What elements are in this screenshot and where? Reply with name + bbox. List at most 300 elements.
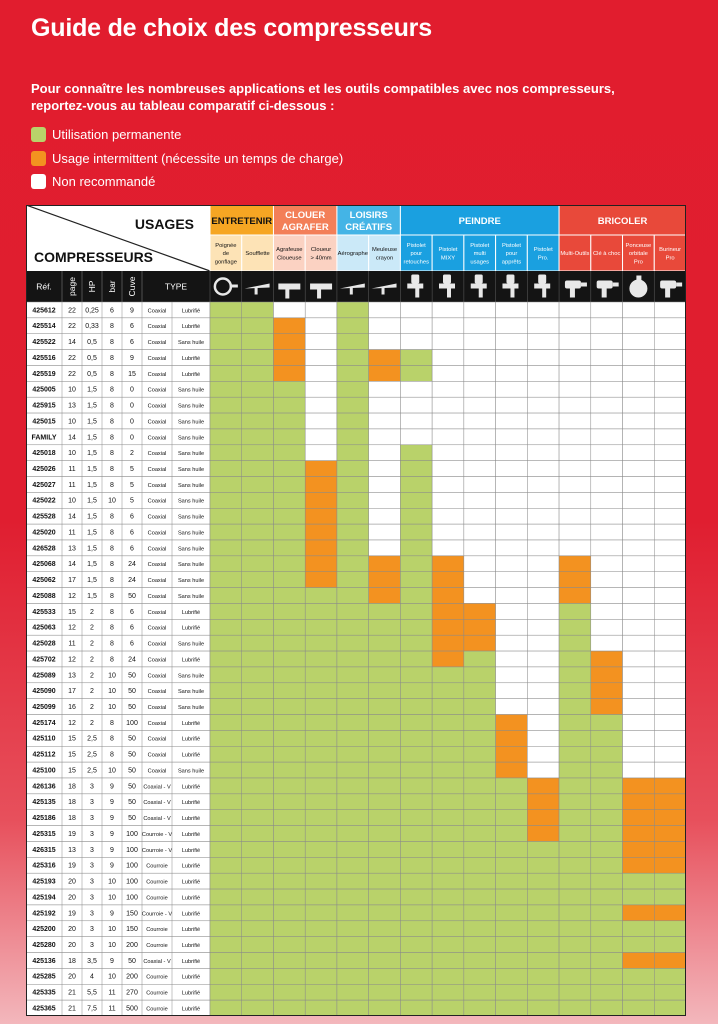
rating-cell bbox=[527, 413, 559, 429]
rating-cell bbox=[369, 334, 401, 350]
table-row bbox=[26, 1000, 686, 1016]
rating-cell bbox=[337, 715, 369, 731]
rating-cell bbox=[273, 762, 305, 778]
type-cell: Coaxial bbox=[147, 340, 167, 347]
rating-cell bbox=[527, 937, 559, 953]
rating-cell bbox=[464, 905, 496, 921]
type-cell: Coaxial bbox=[147, 514, 167, 521]
rating-cell bbox=[623, 381, 655, 397]
rating-cell bbox=[496, 381, 528, 397]
page-cell: 13 bbox=[68, 846, 76, 854]
rating-cell bbox=[305, 841, 337, 857]
ref-cell: 425028 bbox=[32, 640, 56, 648]
table-row bbox=[26, 334, 686, 350]
rating-cell bbox=[400, 635, 432, 651]
type-cell: Coaxial bbox=[147, 689, 167, 696]
type-cell: Coaxial bbox=[147, 673, 167, 680]
rating-cell bbox=[400, 984, 432, 1000]
rating-cell bbox=[527, 477, 559, 493]
rating-cell bbox=[305, 826, 337, 842]
oil-cell: Sans huile bbox=[177, 705, 205, 711]
rating-cell bbox=[591, 667, 623, 683]
bar-cell: 8 bbox=[110, 592, 114, 600]
type-cell: Coaxial bbox=[147, 308, 167, 315]
rating-cell bbox=[559, 667, 591, 683]
svg-text:Pistolet: Pistolet bbox=[501, 242, 521, 249]
type-cell: Coaxial bbox=[147, 419, 167, 426]
rating-cell bbox=[242, 318, 274, 334]
rating-cell bbox=[273, 445, 305, 461]
rating-cell bbox=[369, 699, 401, 715]
rating-cell bbox=[527, 492, 559, 508]
oil-cell: Lubrifié bbox=[181, 324, 201, 331]
oil-cell: Lubrifié bbox=[181, 784, 201, 791]
hp-cell: 3 bbox=[90, 862, 94, 870]
rating-cell bbox=[591, 683, 623, 699]
rating-cell bbox=[242, 635, 274, 651]
rating-cell bbox=[496, 984, 528, 1000]
rating-cell bbox=[400, 619, 432, 635]
page-cell: 22 bbox=[68, 307, 76, 315]
oil-cell: Lubrifié bbox=[181, 371, 201, 378]
rating-cell bbox=[337, 953, 369, 969]
ref-cell: 425026 bbox=[32, 466, 56, 473]
oil-cell: Lubrifié bbox=[181, 625, 201, 632]
rating-cell bbox=[400, 397, 432, 413]
rating-cell bbox=[559, 826, 591, 842]
rating-cell bbox=[464, 937, 496, 953]
bar-cell: 9 bbox=[110, 783, 114, 791]
rating-cell bbox=[369, 508, 401, 524]
rating-cell bbox=[369, 445, 401, 461]
hp-cell: 2 bbox=[90, 719, 94, 727]
rating-cell bbox=[527, 445, 559, 461]
type-cell: Coaxial bbox=[147, 355, 167, 362]
usages-label: USAGES bbox=[134, 216, 194, 232]
hp-cell: 1,5 bbox=[87, 450, 97, 458]
rating-cell bbox=[273, 302, 305, 318]
rating-cell bbox=[305, 635, 337, 651]
rating-cell bbox=[432, 810, 464, 826]
rating-cell bbox=[432, 397, 464, 413]
rating-cell bbox=[305, 905, 337, 921]
rating-cell bbox=[369, 540, 401, 556]
rating-cell bbox=[591, 937, 623, 953]
rating-cell bbox=[210, 937, 242, 953]
rating-cell bbox=[210, 365, 242, 381]
usage-group-header bbox=[210, 205, 273, 235]
rating-cell bbox=[496, 603, 528, 619]
bar-cell: 8 bbox=[110, 656, 114, 664]
rating-cell bbox=[400, 318, 432, 334]
ref-cell: 425174 bbox=[32, 719, 56, 727]
ref-cell: 425068 bbox=[32, 561, 56, 569]
tool-label-cell bbox=[559, 235, 591, 271]
ref-cell: 426315 bbox=[32, 846, 56, 854]
rating-cell bbox=[496, 715, 528, 731]
table-row bbox=[26, 588, 686, 604]
rating-cell bbox=[369, 524, 401, 540]
rating-cell bbox=[273, 953, 305, 969]
hp-cell: 1,5 bbox=[87, 561, 97, 569]
ref-cell: 425110 bbox=[32, 735, 56, 743]
rating-cell bbox=[432, 302, 464, 318]
rating-cell bbox=[496, 619, 528, 635]
rating-cell bbox=[527, 841, 559, 857]
rating-cell bbox=[273, 841, 305, 857]
svg-text:crayon: crayon bbox=[375, 255, 394, 262]
type-cell: Coaxial bbox=[147, 705, 167, 711]
rating-cell bbox=[305, 810, 337, 826]
rating-cell bbox=[591, 826, 623, 842]
rating-cell bbox=[400, 841, 432, 857]
rating-cell bbox=[305, 429, 337, 445]
svg-text:apprêts: apprêts bbox=[501, 259, 522, 266]
rating-cell bbox=[337, 302, 369, 318]
table-row bbox=[26, 699, 686, 715]
rating-cell bbox=[527, 461, 559, 477]
rating-cell bbox=[273, 968, 305, 984]
type-cell: Courroie bbox=[146, 863, 168, 870]
rating-cell bbox=[369, 318, 401, 334]
rating-cell bbox=[369, 1000, 401, 1016]
cuve-cell: 6 bbox=[130, 608, 134, 616]
page-cell: 19 bbox=[68, 830, 76, 838]
rating-cell bbox=[273, 746, 305, 762]
oil-cell: Lubrifié bbox=[181, 1006, 201, 1013]
oil-cell: Lubrifié bbox=[181, 974, 201, 981]
type-cell: Coaxial bbox=[147, 720, 167, 727]
legend-intermittent bbox=[31, 150, 343, 166]
rating-cell bbox=[273, 1000, 305, 1016]
oil-cell: Sans huile bbox=[177, 419, 205, 426]
rating-cell bbox=[210, 810, 242, 826]
type-cell: Coaxial bbox=[147, 657, 167, 664]
cuve-cell: 50 bbox=[128, 957, 136, 965]
cuve-cell: 6 bbox=[130, 339, 134, 347]
rating-cell bbox=[369, 826, 401, 842]
svg-text:usages: usages bbox=[470, 259, 490, 266]
rating-cell bbox=[337, 365, 369, 381]
rating-cell bbox=[210, 762, 242, 778]
rating-cell bbox=[337, 889, 369, 905]
rating-cell bbox=[432, 318, 464, 334]
rating-cell bbox=[623, 937, 655, 953]
rating-cell bbox=[432, 667, 464, 683]
rating-cell bbox=[400, 667, 432, 683]
rating-cell bbox=[273, 730, 305, 746]
page-cell: 14 bbox=[68, 561, 76, 569]
oil-cell: Sans huile bbox=[177, 482, 205, 489]
oil-cell: Sans huile bbox=[177, 641, 205, 648]
rating-cell bbox=[654, 778, 686, 794]
bar-cell: 8 bbox=[110, 735, 114, 743]
rating-cell bbox=[242, 334, 274, 350]
rating-cell bbox=[337, 492, 369, 508]
rating-cell bbox=[273, 397, 305, 413]
rating-cell bbox=[210, 397, 242, 413]
oil-cell: Sans huile bbox=[177, 673, 205, 680]
cuve-cell: 50 bbox=[128, 767, 136, 775]
svg-text:CRÉATIFS: CRÉATIFS bbox=[345, 222, 393, 233]
rating-cell bbox=[242, 683, 274, 699]
rating-cell bbox=[337, 984, 369, 1000]
ref-cell: 425099 bbox=[32, 704, 56, 711]
rating-cell bbox=[591, 857, 623, 873]
rating-cell bbox=[432, 968, 464, 984]
hp-cell: 4 bbox=[90, 973, 94, 981]
page-cell: 10 bbox=[68, 386, 76, 394]
rating-cell bbox=[210, 778, 242, 794]
rating-cell bbox=[464, 508, 496, 524]
rating-cell bbox=[527, 794, 559, 810]
rating-cell bbox=[591, 318, 623, 334]
rating-cell bbox=[591, 572, 623, 588]
rating-cell bbox=[654, 1000, 686, 1016]
rating-cell bbox=[559, 921, 591, 937]
rating-cell bbox=[654, 857, 686, 873]
oil-cell: Sans huile bbox=[177, 340, 205, 347]
rating-cell bbox=[496, 350, 528, 366]
page-cell: 12 bbox=[68, 719, 76, 727]
rating-cell bbox=[464, 667, 496, 683]
rating-cell bbox=[464, 762, 496, 778]
cuve-cell: 0 bbox=[130, 418, 134, 426]
cuve-cell: 2 bbox=[130, 450, 134, 458]
hp-cell: 3 bbox=[90, 910, 94, 918]
rating-cell bbox=[369, 905, 401, 921]
rating-cell bbox=[559, 477, 591, 493]
rating-cell bbox=[400, 350, 432, 366]
rating-cell bbox=[496, 921, 528, 937]
rating-cell bbox=[400, 429, 432, 445]
page-cell: 18 bbox=[68, 957, 76, 965]
ref-cell: 425136 bbox=[32, 957, 56, 965]
bar-cell: 9 bbox=[110, 815, 114, 823]
svg-text:AGRAFER: AGRAFER bbox=[281, 222, 329, 233]
rating-cell bbox=[623, 302, 655, 318]
rating-cell bbox=[654, 445, 686, 461]
table-row bbox=[26, 445, 686, 461]
svg-text:Aérographe: Aérographe bbox=[337, 251, 368, 258]
rating-cell bbox=[305, 477, 337, 493]
type-cell: Coaxial bbox=[147, 736, 167, 743]
rating-cell bbox=[559, 810, 591, 826]
table-row bbox=[26, 318, 686, 334]
hp-cell: 2 bbox=[90, 688, 94, 696]
rating-cell bbox=[210, 413, 242, 429]
page-cell: 10 bbox=[68, 450, 76, 458]
type-header: TYPE bbox=[164, 281, 188, 292]
page-cell: 11 bbox=[68, 481, 76, 489]
rating-cell bbox=[242, 746, 274, 762]
rating-cell bbox=[496, 477, 528, 493]
rating-cell bbox=[496, 1000, 528, 1016]
tool-label-cell bbox=[654, 235, 686, 271]
rating-cell bbox=[273, 588, 305, 604]
rating-cell bbox=[210, 381, 242, 397]
ref-cell: 425915 bbox=[32, 402, 56, 410]
rating-cell bbox=[432, 350, 464, 366]
rating-cell bbox=[400, 873, 432, 889]
rating-cell bbox=[210, 746, 242, 762]
hp-cell: 0,25 bbox=[85, 307, 99, 315]
rating-cell bbox=[210, 699, 242, 715]
svg-text:LOISIRS: LOISIRS bbox=[349, 210, 388, 221]
cuve-cell: 6 bbox=[130, 529, 134, 537]
rating-cell bbox=[305, 413, 337, 429]
table-row bbox=[26, 905, 686, 921]
page-cell: 19 bbox=[68, 862, 76, 870]
rating-cell bbox=[623, 857, 655, 873]
legend-permanent bbox=[31, 126, 181, 142]
usage-group-header bbox=[400, 205, 559, 235]
rating-cell bbox=[496, 794, 528, 810]
rating-cell bbox=[305, 953, 337, 969]
rating-cell bbox=[432, 778, 464, 794]
rating-cell bbox=[210, 603, 242, 619]
cuve-cell: 50 bbox=[128, 672, 136, 680]
page-cell: 15 bbox=[68, 751, 76, 759]
svg-text:ENTRETENIR: ENTRETENIR bbox=[211, 216, 273, 227]
rating-cell bbox=[559, 841, 591, 857]
rating-cell bbox=[464, 826, 496, 842]
rating-cell bbox=[591, 619, 623, 635]
page-cell: 17 bbox=[68, 688, 76, 696]
table-row bbox=[26, 350, 686, 366]
rating-cell bbox=[591, 699, 623, 715]
rating-cell bbox=[464, 794, 496, 810]
rating-cell bbox=[464, 445, 496, 461]
page-cell: 20 bbox=[68, 973, 76, 981]
oil-cell: Lubrifié bbox=[181, 958, 201, 965]
rating-cell bbox=[527, 683, 559, 699]
rating-cell bbox=[591, 873, 623, 889]
rating-cell bbox=[591, 635, 623, 651]
bar-cell: 11 bbox=[108, 1005, 116, 1013]
rating-cell bbox=[623, 508, 655, 524]
ref-cell: 425088 bbox=[32, 592, 56, 600]
rating-cell bbox=[210, 588, 242, 604]
rating-cell bbox=[432, 715, 464, 731]
rating-cell bbox=[496, 651, 528, 667]
rating-cell bbox=[527, 715, 559, 731]
page-cell: 18 bbox=[68, 815, 76, 823]
table-row bbox=[26, 810, 686, 826]
rating-cell bbox=[337, 778, 369, 794]
rating-cell bbox=[591, 794, 623, 810]
rating-cell bbox=[305, 556, 337, 572]
ref-cell: 425193 bbox=[32, 878, 56, 886]
bar-cell: 8 bbox=[110, 481, 114, 489]
rating-cell bbox=[559, 461, 591, 477]
rating-cell bbox=[305, 381, 337, 397]
rating-cell bbox=[559, 953, 591, 969]
type-cell: Coaxial bbox=[147, 482, 167, 489]
rating-cell bbox=[559, 540, 591, 556]
hp-cell: 2 bbox=[90, 656, 94, 664]
rating-cell bbox=[527, 619, 559, 635]
comparison-grid bbox=[26, 205, 686, 1016]
rating-cell bbox=[273, 699, 305, 715]
table-row bbox=[26, 635, 686, 651]
rating-cell bbox=[432, 651, 464, 667]
cuve-cell: 0 bbox=[130, 386, 134, 394]
rating-cell bbox=[432, 429, 464, 445]
type-cell: Courroie - V bbox=[141, 911, 173, 918]
hp-cell: 3 bbox=[90, 942, 94, 949]
rating-cell bbox=[432, 683, 464, 699]
rating-cell bbox=[623, 651, 655, 667]
hp-cell: 1,5 bbox=[87, 592, 97, 600]
hp-cell: 3 bbox=[90, 799, 94, 807]
cuve-cell: 24 bbox=[128, 577, 136, 585]
rating-cell bbox=[559, 699, 591, 715]
table-row bbox=[26, 730, 686, 746]
table-row bbox=[26, 524, 686, 540]
rating-cell bbox=[591, 413, 623, 429]
bar-cell: 10 bbox=[108, 688, 116, 696]
rating-cell bbox=[432, 889, 464, 905]
rating-cell bbox=[273, 556, 305, 572]
rating-cell bbox=[369, 794, 401, 810]
cuve-cell: 200 bbox=[126, 973, 138, 981]
type-cell: Coaxial bbox=[147, 435, 167, 442]
rating-cell bbox=[464, 921, 496, 937]
svg-text:Poignée: Poignée bbox=[215, 242, 237, 249]
rating-cell bbox=[369, 953, 401, 969]
rating-cell bbox=[273, 937, 305, 953]
rating-cell bbox=[337, 429, 369, 445]
rating-cell bbox=[242, 413, 274, 429]
page-cell: 14 bbox=[68, 513, 76, 521]
cuve-cell: 150 bbox=[126, 910, 138, 918]
hp-cell: 3 bbox=[90, 815, 94, 823]
legend-label-intermittent: Usage intermittent (nécessite un temps de charge) bbox=[52, 150, 344, 166]
rating-cell bbox=[559, 762, 591, 778]
rating-cell bbox=[369, 778, 401, 794]
type-cell: Coaxial bbox=[147, 467, 167, 473]
rating-cell bbox=[305, 699, 337, 715]
rating-cell bbox=[273, 715, 305, 731]
table-row bbox=[26, 397, 686, 413]
table-row bbox=[26, 794, 686, 810]
ref-cell: 425280 bbox=[32, 942, 56, 949]
rating-cell bbox=[591, 778, 623, 794]
rating-cell bbox=[432, 588, 464, 604]
rating-cell bbox=[654, 794, 686, 810]
bar-cell: 8 bbox=[110, 513, 114, 521]
rating-cell bbox=[400, 730, 432, 746]
bar-cell: 8 bbox=[110, 577, 114, 585]
rating-cell bbox=[591, 302, 623, 318]
oil-cell: Sans huile bbox=[177, 530, 205, 537]
rating-cell bbox=[369, 746, 401, 762]
rating-cell bbox=[559, 556, 591, 572]
tool-label-cell bbox=[432, 235, 464, 271]
rating-cell bbox=[210, 540, 242, 556]
table-row bbox=[26, 508, 686, 524]
rating-cell bbox=[432, 635, 464, 651]
rating-cell bbox=[559, 857, 591, 873]
rating-cell bbox=[242, 540, 274, 556]
type-cell: Courroie bbox=[146, 927, 168, 934]
usage-group-header bbox=[273, 205, 336, 235]
rating-cell bbox=[464, 365, 496, 381]
rating-cell bbox=[623, 556, 655, 572]
rating-cell bbox=[432, 508, 464, 524]
rating-cell bbox=[242, 477, 274, 493]
